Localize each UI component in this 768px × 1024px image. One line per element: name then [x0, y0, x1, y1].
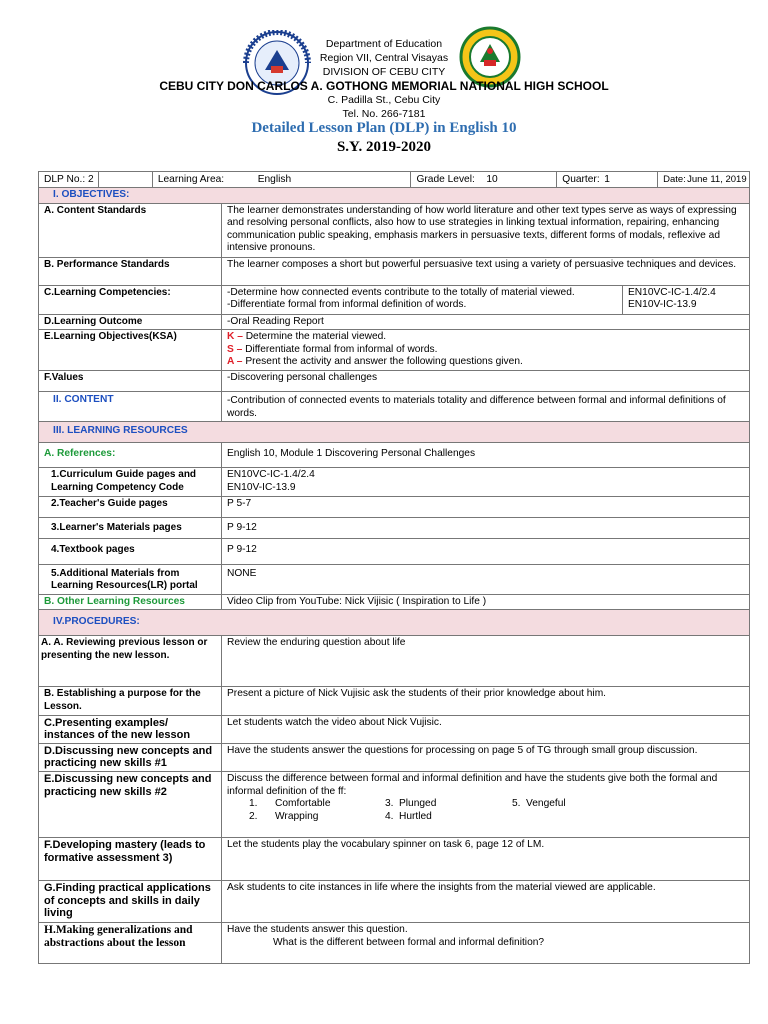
procedure-e-content	[222, 771, 750, 837]
lr-portal-text: NONE	[222, 564, 750, 594]
objectives-heading-row	[39, 188, 750, 204]
competency-code-2: EN10V-IC-13.9	[628, 299, 697, 311]
teachers-guide-label: 2.Teacher's Guide pages	[39, 496, 222, 517]
values-row	[39, 371, 750, 392]
procedure-h-content	[222, 922, 750, 963]
procedures-heading: IV.PROCEDURES:	[39, 610, 750, 636]
procedure-f-text: Let the students play the vocabulary spinner on task 6, page 12 of LM.	[222, 837, 750, 880]
learners-materials-pages: P 9-12	[222, 517, 750, 538]
resources-heading: III. LEARNING RESOURCES	[39, 422, 750, 443]
textbook-row	[39, 538, 750, 564]
teachers-guide-row	[39, 496, 750, 517]
procedure-e-row	[39, 771, 750, 837]
learners-materials-label: 3.Learner's Materials pages	[39, 517, 222, 538]
quarter-label: Quarter:	[556, 172, 602, 187]
procedure-b-text: Present a picture of Nick Vujisic ask the students of their prior knowledge about him.	[222, 687, 750, 715]
references-text: English 10, Module 1 Discovering Personal Challenges	[222, 443, 750, 468]
region-name: Region VII, Central Visayas	[319, 52, 449, 64]
procedure-h-label: H.Making generalizations and abstractions about the lesson	[39, 922, 222, 963]
procedure-b-label: B. Establishing a purpose for the Lesson.	[39, 687, 222, 715]
document-header	[0, 0, 768, 168]
values-text: -Discovering personal challenges	[222, 371, 750, 392]
school-address: C. Padilla St., Cebu City	[327, 94, 441, 106]
resources-heading-row	[39, 422, 750, 443]
values-label: F.Values	[39, 371, 222, 392]
competencies-label: C.Learning Competencies:	[39, 285, 222, 314]
vocabulary-word-comfortable: Comfortable	[275, 798, 331, 810]
curriculum-guide-label: 1.Curriculum Guide pages and Learning Competency Code	[39, 468, 222, 496]
school-name: CEBU CITY DON CARLOS A. GOTHONG MEMORIAL NATIONAL HIGH SCHOOL	[159, 79, 609, 93]
procedure-e-label: E.Discussing new concepts and practicing new skills #2	[39, 771, 222, 837]
procedure-g-label: G.Finding practical applications of concepts and skills in daily living	[39, 880, 222, 922]
procedure-d-text: Have the students answer the questions for processing on page 5 of TG through small group discussion.	[222, 743, 750, 771]
content-row	[39, 392, 750, 422]
performance-standards-row	[39, 257, 750, 285]
teachers-guide-pages: P 5-7	[222, 496, 750, 517]
content-heading: II. CONTENT	[39, 392, 222, 422]
procedure-h-row	[39, 922, 750, 963]
vocabulary-word-plunged: Plunged	[399, 798, 437, 810]
procedures-heading-row	[39, 610, 750, 636]
info-spacer	[99, 172, 153, 187]
competency-codes	[623, 285, 750, 314]
vocabulary-list-row-2: 2. Wrapping 4. Hurtled	[227, 811, 744, 824]
procedure-f-label: F.Developing mastery (leads to formative assessment 3)	[39, 837, 222, 880]
references-row	[39, 443, 750, 468]
procedure-c-label: C.Presenting examples/ instances of the new lesson	[39, 715, 222, 743]
learning-area-label: Learning Area:	[157, 174, 225, 185]
other-resources-row	[39, 594, 750, 610]
procedure-h-text: Have the students answer this question.	[227, 923, 408, 935]
procedure-a-text: Review the enduring question about life	[222, 636, 750, 687]
learners-materials-row	[39, 517, 750, 538]
ksa-row	[39, 330, 750, 371]
procedure-f-row	[39, 837, 750, 880]
curriculum-guide-row	[39, 468, 750, 496]
ksa-item-knowledge: K – Determine the material viewed.	[227, 331, 387, 343]
content-standards-text: The learner demonstrates understanding of how world literature and other text types serve as ways of expressing and resolving personal conflicts, also how to use strategies in linking textual information, repairing, enhancing communication public speaking, emphasis markers in persuasive texts, different forms of modals, reflexive ad intensive pronouns.	[222, 203, 750, 257]
procedure-b-row	[39, 687, 750, 715]
vocabulary-word-vengeful: Vengeful	[526, 798, 566, 810]
vocabulary-word-hurtled: Hurtled	[399, 810, 432, 822]
competency-2: -Differentiate formal from informal definition of words.	[227, 299, 467, 311]
lr-portal-row	[39, 564, 750, 594]
school-telephone: Tel. No. 266-7181	[342, 108, 426, 120]
competency-code-1: EN10VC-IC-1.4/2.4	[628, 286, 716, 298]
ksa-item-attitude: A – Present the activity and answer the following questions given.	[227, 356, 523, 368]
procedure-g-text: Ask students to cite instances in life where the insights from the material viewed are applicable.	[222, 880, 750, 922]
division-name: DIVISION OF CEBU CITY	[322, 66, 446, 78]
school-year: S.Y. 2019-2020	[336, 139, 432, 155]
content-text: -Contribution of connected events to materials totality and difference between formal and informal definitions of words.	[222, 392, 750, 422]
lesson-plan-table	[38, 171, 750, 964]
textbook-pages: P 9-12	[222, 538, 750, 564]
procedure-d-row	[39, 743, 750, 771]
department-name: Department of Education	[325, 38, 443, 50]
date-value: June 11, 2019	[687, 174, 747, 185]
outcome-text: -Oral Reading Report	[222, 314, 750, 330]
procedure-g-row	[39, 880, 750, 922]
outcome-label: D.Learning Outcome	[39, 314, 222, 330]
other-resources-label: B. Other Learning Resources	[39, 594, 222, 610]
vocabulary-list-row-1: 1. Comfortable 3. Plunged 5. Vengeful	[227, 798, 744, 811]
document-title: Detailed Lesson Plan (DLP) in English 10	[251, 120, 517, 136]
lr-portal-label: 5.Additional Materials from Learning Resources(LR) portal	[39, 564, 222, 594]
learning-area-value: English	[257, 174, 292, 185]
references-label: A. References:	[39, 443, 222, 468]
content-standards-label: A. Content Standards	[39, 203, 222, 257]
info-row	[39, 172, 750, 188]
ksa-label: E.Learning Objectives(KSA)	[39, 330, 222, 371]
procedure-h-question: What is the different between formal and informal definition?	[273, 936, 545, 948]
other-resources-text: Video Clip from YouTube: Nick Vijisic ( Inspiration to Life )	[222, 594, 750, 610]
procedure-d-label: D.Discussing new concepts and practicing new skills #1	[39, 743, 222, 771]
competencies-row	[39, 285, 750, 314]
textbook-label: 4.Textbook pages	[39, 538, 222, 564]
procedure-a-row	[39, 636, 750, 687]
vocabulary-word-wrapping: Wrapping	[275, 810, 319, 822]
curriculum-guide-codes	[222, 468, 750, 496]
objectives-heading: I. OBJECTIVES:	[39, 188, 750, 204]
competency-1: -Determine how connected events contribute to the totally of material viewed.	[227, 286, 575, 298]
procedure-a-label: A. A. Reviewing previous lesson or presenting the new lesson.	[39, 636, 222, 687]
dlp-number: DLP No.: 2	[39, 172, 99, 187]
grade-level-value: 10	[486, 174, 498, 185]
performance-standards-label: B. Performance Standards	[39, 257, 222, 285]
content-standards-row	[39, 203, 750, 257]
procedure-c-text: Let students watch the video about Nick Vujisic.	[222, 715, 750, 743]
procedure-c-row	[39, 715, 750, 743]
ksa-item-skill: S – Differentiate formal from informal of words.	[227, 343, 438, 355]
curriculum-guide-code-1: EN10VC-IC-1.4/2.4	[227, 469, 315, 481]
quarter-value: 1	[604, 174, 610, 185]
performance-standards-text: The learner composes a short but powerful persuasive text using a variety of persuasive techniques and devices.	[222, 257, 750, 285]
date-label: Date:	[657, 172, 687, 187]
procedure-e-text: Discuss the difference between formal and informal definition and have the students give both the formal and informal definition of the ff:	[227, 772, 718, 797]
grade-level-label: Grade Level:	[410, 172, 482, 187]
ksa-list	[222, 330, 750, 371]
curriculum-guide-code-2: EN10V-IC-13.9	[227, 481, 296, 493]
outcome-row	[39, 314, 750, 330]
competencies-text	[222, 285, 623, 314]
